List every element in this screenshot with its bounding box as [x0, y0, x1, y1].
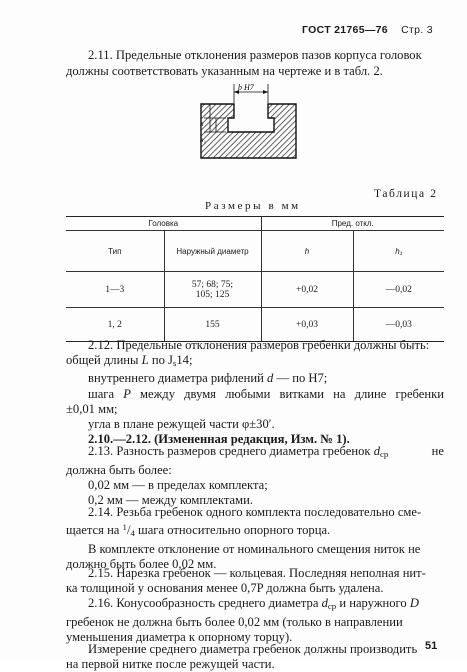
cell-h1: —0,03	[353, 308, 444, 342]
paragraph-2-11	[66, 47, 444, 79]
paragraph-2-12	[66, 338, 444, 447]
header-outer-diameter: Наружный диаметр	[164, 231, 261, 272]
page-label: Стр. 3	[401, 24, 433, 36]
slot-body	[201, 104, 296, 158]
text-line: должны соответствовать указанным на чертеже и в табл. 2.	[66, 64, 383, 79]
text-line: должно быть более 0,02 мм.	[66, 556, 217, 571]
text-line: внутреннего диаметра рифлений d — по H7;	[88, 371, 328, 386]
table-row	[66, 272, 444, 308]
text-line: 2.13. Разность размеров среднего диаметра гребенок $d_{ср}$ не	[88, 444, 444, 460]
text-line: общей длины L по $J_s14$;	[66, 353, 193, 369]
text-line: должна быть более:	[66, 462, 172, 477]
text-line: на первой нитке после режущей части.	[66, 657, 275, 672]
text-line: 0,2 мм — между комплектами.	[88, 493, 254, 507]
text-line: 0,02 мм — в пределах комплекта;	[88, 477, 268, 492]
page-number: 51	[425, 640, 438, 652]
paragraph-2-13	[66, 444, 444, 508]
h-label: h	[200, 120, 204, 128]
header-pred-otkl: Пред. откл.	[261, 217, 444, 231]
paragraph-2-15	[66, 566, 444, 596]
table-caption: Таблица 2	[374, 188, 438, 200]
width-label: b H7	[238, 84, 254, 92]
text-line: угла в плане режущей части φ±30′.	[88, 417, 275, 432]
table-row	[66, 308, 444, 342]
text-line: 2.11. Предельные отклонения размеров пазов корпуса головок	[88, 48, 422, 62]
text-line: уменьшения диаметра к опорному торцу).	[66, 629, 293, 644]
h1-label: h₁	[200, 136, 206, 144]
header-golovka: Головка	[66, 217, 261, 231]
page-header	[302, 24, 433, 36]
cell-diameter-line: 57; 68; 75;	[191, 279, 234, 290]
paragraph-2-14	[66, 505, 444, 572]
paragraph-2-16	[66, 596, 444, 645]
cell-h1: —0,02	[353, 272, 444, 308]
dimensions-table	[66, 216, 444, 342]
cell-diameter	[164, 272, 261, 308]
cell-type: 1, 2	[66, 308, 164, 342]
text-line: Измерение среднего диаметра гребенок должны производить	[88, 642, 418, 656]
text-line: 2.16. Конусообразность среднего диаметра $d_{ср}$ и наружного D	[88, 596, 419, 612]
amendment-note: 2.10.—2.12. (Измененная редакция, Изм. № 1).	[88, 432, 350, 447]
cell-diameter: 155	[164, 308, 261, 342]
text-line-justified: шага P между двумя любыми витками на длине гребенки	[88, 386, 444, 401]
standard-number: ГОСТ 21765—76	[302, 24, 388, 36]
table-subtitle: Размеры в мм	[205, 200, 301, 212]
text-line: 2.12. Предельные отклонения размеров гребенки должны быть:	[88, 338, 430, 352]
text-line: ка толщиной у основания менее 0,7P должна быть удалена.	[66, 581, 384, 596]
text-line: 2.14. Резьба гребенок одного комплекта последовательно сме-	[88, 505, 422, 520]
text-line: гребенок не должна быть более 0,02 мм (только в направлении	[66, 614, 403, 629]
header-h1: h₁	[353, 231, 444, 272]
text-line: В комплекте отклонение от номинального смещения ниток не	[88, 541, 421, 556]
text-line: 2.15. Нарезка гребенок — кольцевая. Последняя неполная нит-	[88, 566, 426, 580]
cell-h: +0,03	[261, 308, 353, 342]
cell-diameter-line: 105; 125	[195, 289, 230, 300]
header-h: h	[261, 231, 353, 272]
paragraph-final	[66, 642, 444, 672]
slot-drawing	[196, 84, 306, 164]
cell-type: 1—3	[66, 272, 164, 308]
cell-h: +0,02	[261, 272, 353, 308]
text-line: ±0,01 мм;	[66, 401, 118, 416]
text-line: щается на $^1/_4$ шага относительно опорного торца.	[66, 522, 331, 539]
header-type: Тип	[66, 231, 164, 272]
